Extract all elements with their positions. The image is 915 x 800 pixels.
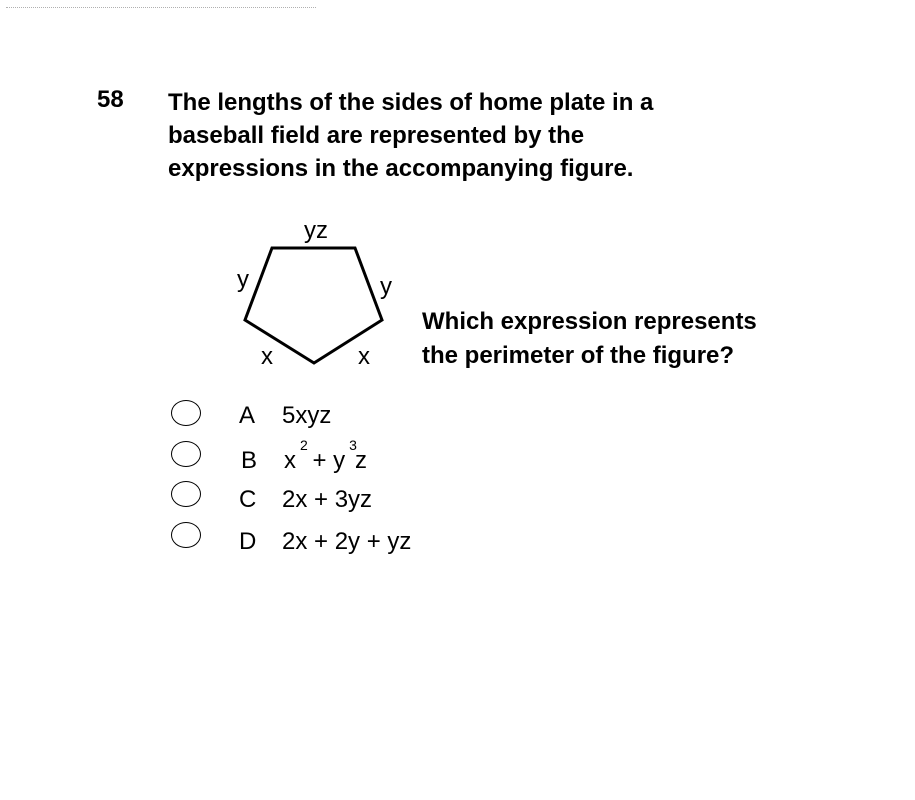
choice-letter: D	[239, 528, 257, 555]
answer-bubble-b[interactable]	[171, 441, 201, 467]
side-label-lower-right: x	[358, 343, 370, 370]
choice-expression: 2x + 3yz	[282, 486, 373, 513]
question-prompt	[422, 305, 757, 373]
side-label-lower-left: x	[261, 343, 273, 370]
side-label-top: yz	[304, 217, 328, 244]
choice-middle: + y	[305, 447, 346, 474]
choice-a	[239, 402, 331, 430]
choice-letter: C	[239, 486, 257, 513]
side-label-upper-right: y	[380, 273, 392, 300]
choice-expression: 2x + 2y + yz	[282, 528, 412, 555]
choice-b	[241, 437, 367, 477]
choice-exponent: 3	[349, 437, 357, 453]
side-label-upper-left: y	[237, 266, 249, 293]
choice-tail: z	[354, 447, 367, 474]
choice-c	[239, 486, 372, 514]
choice-letter: A	[239, 402, 256, 429]
prompt-line: the perimeter of the figure?	[422, 342, 735, 369]
choice-letter: B	[241, 447, 258, 474]
answer-bubble-a[interactable]	[171, 400, 201, 426]
choice-exponent: 2	[300, 437, 308, 453]
question-line: expressions in the accompanying figure.	[168, 155, 634, 182]
prompt-line: Which expression represents	[422, 308, 757, 335]
answer-bubble-d[interactable]	[171, 522, 201, 548]
question-number: 58	[97, 86, 124, 113]
choice-d	[239, 528, 411, 556]
choice-base: x	[284, 447, 296, 474]
answer-bubble-c[interactable]	[171, 481, 201, 507]
question-line: baseball field are represented by the	[168, 122, 585, 149]
choice-expression: 5xyz	[282, 402, 332, 429]
question-line: The lengths of the sides of home plate in a	[168, 89, 654, 116]
